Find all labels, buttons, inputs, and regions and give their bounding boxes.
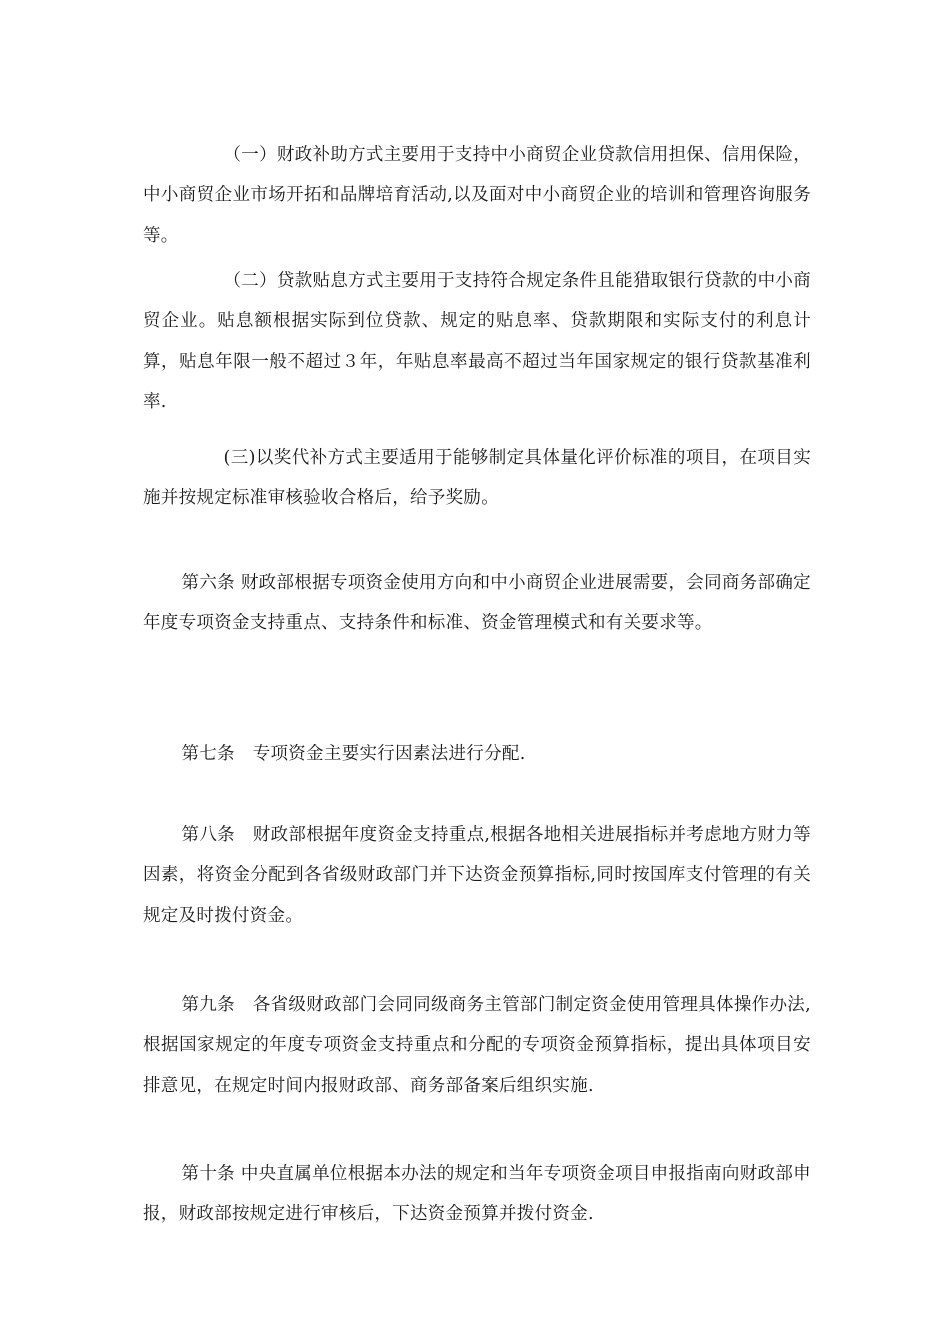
paragraph-article-10: 第十条 中央直属单位根据本办法的规定和当年专项资金项目申报指南向财政部申报，财政部按规定进行审核后，下达资金预算并拨付资金. bbox=[143, 1163, 811, 1224]
paragraph-article-7: 第七条 专项资金主要实行因素法进行分配. bbox=[181, 743, 526, 764]
paragraph-article-9: 第九条 各省级财政部门会同同级商务主管部门制定资金使用管理具体操作办法,根据国家规定的年度专项资金支持重点和分配的专项资金预算指标，提出具体项目安排意见，在规定时间内报财政部、商务部备案后组织实施. bbox=[143, 994, 811, 1096]
paragraph-article-6: 第六条 财政部根据专项资金使用方向和中小商贸企业进展需要，会同商务部确定年度专项资金支持重点、支持条件和标准、资金管理模式和有关要求等。 bbox=[143, 572, 811, 633]
paragraph-clause-2: （二）贷款贴息方式主要用于支持符合规定条件且能猎取银行贷款的中小商贸企业。贴息额根据实际到位贷款、规定的贴息率、贷款期限和实际支付的利息计算，贴息年限一般不超过３年，年贴息率最高不超过当年国家规定的银行贷款基准利率. bbox=[143, 270, 811, 412]
paragraph-clause-3: (三)以奖代补方式主要适用于能够制定具体量化评价标准的项目，在项目实施并按规定标准审核验收合格后，给予奖励。 bbox=[143, 447, 811, 508]
paragraph-article-8: 第八条 财政部根据年度资金支持重点,根据各地相关进展指标并考虑地方财力等因素，将资金分配到各省级财政部门并下达资金预算指标,同时按国库支付管理的有关规定及时拨付资金。 bbox=[143, 824, 811, 926]
paragraph-clause-1: （一）财政补助方式主要用于支持中小商贸企业贷款信用担保、信用保险，中小商贸企业市场开拓和品牌培育活动,以及面对中小商贸企业的培训和管理咨询服务等。 bbox=[143, 144, 811, 246]
